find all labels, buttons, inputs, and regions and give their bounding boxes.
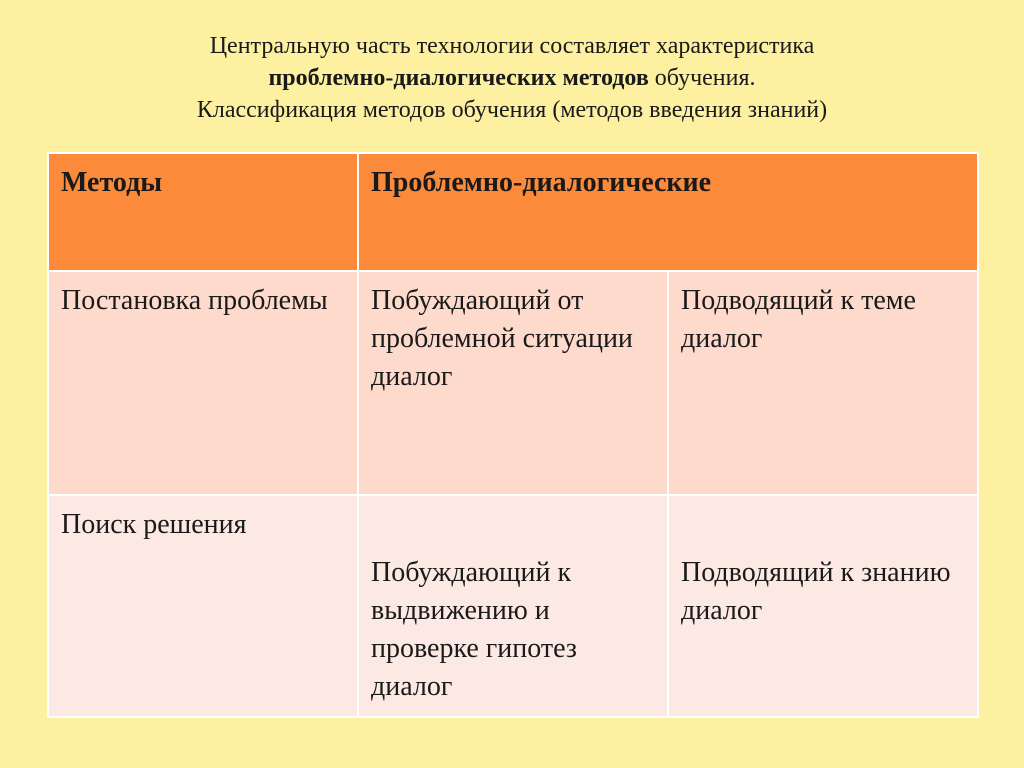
header-problem-dialogic: Проблемно-диалогические (358, 153, 978, 271)
cell-inciting-dialog: Побуждающий от проблемной ситуации диалог (358, 271, 668, 495)
header-methods: Методы (48, 153, 358, 271)
heading-line-2 (0, 62, 1024, 94)
heading-bold-term: проблемно-диалогических методов (268, 65, 649, 91)
heading-line-2-rest: обучения. (648, 65, 756, 91)
heading-line-1: Центральную часть технологии составляет характеристика (209, 33, 815, 59)
cell-leading-dialog: Подводящий к теме диалог (668, 271, 978, 495)
cell-method: Поиск решения (48, 495, 358, 717)
table-row (48, 495, 978, 717)
cell-inciting-dialog: Побуждающий к выдвижению и проверке гипотез диалог (358, 495, 668, 717)
methods-table (47, 152, 979, 718)
table-row (48, 271, 978, 495)
slide-heading (0, 30, 1024, 126)
cell-method: Постановка проблемы (48, 271, 358, 495)
table-header-row (48, 153, 978, 271)
heading-line-3: Классификация методов обучения (методов введения знаний) (196, 97, 828, 123)
cell-leading-dialog: Подводящий к знанию диалог (668, 495, 978, 717)
